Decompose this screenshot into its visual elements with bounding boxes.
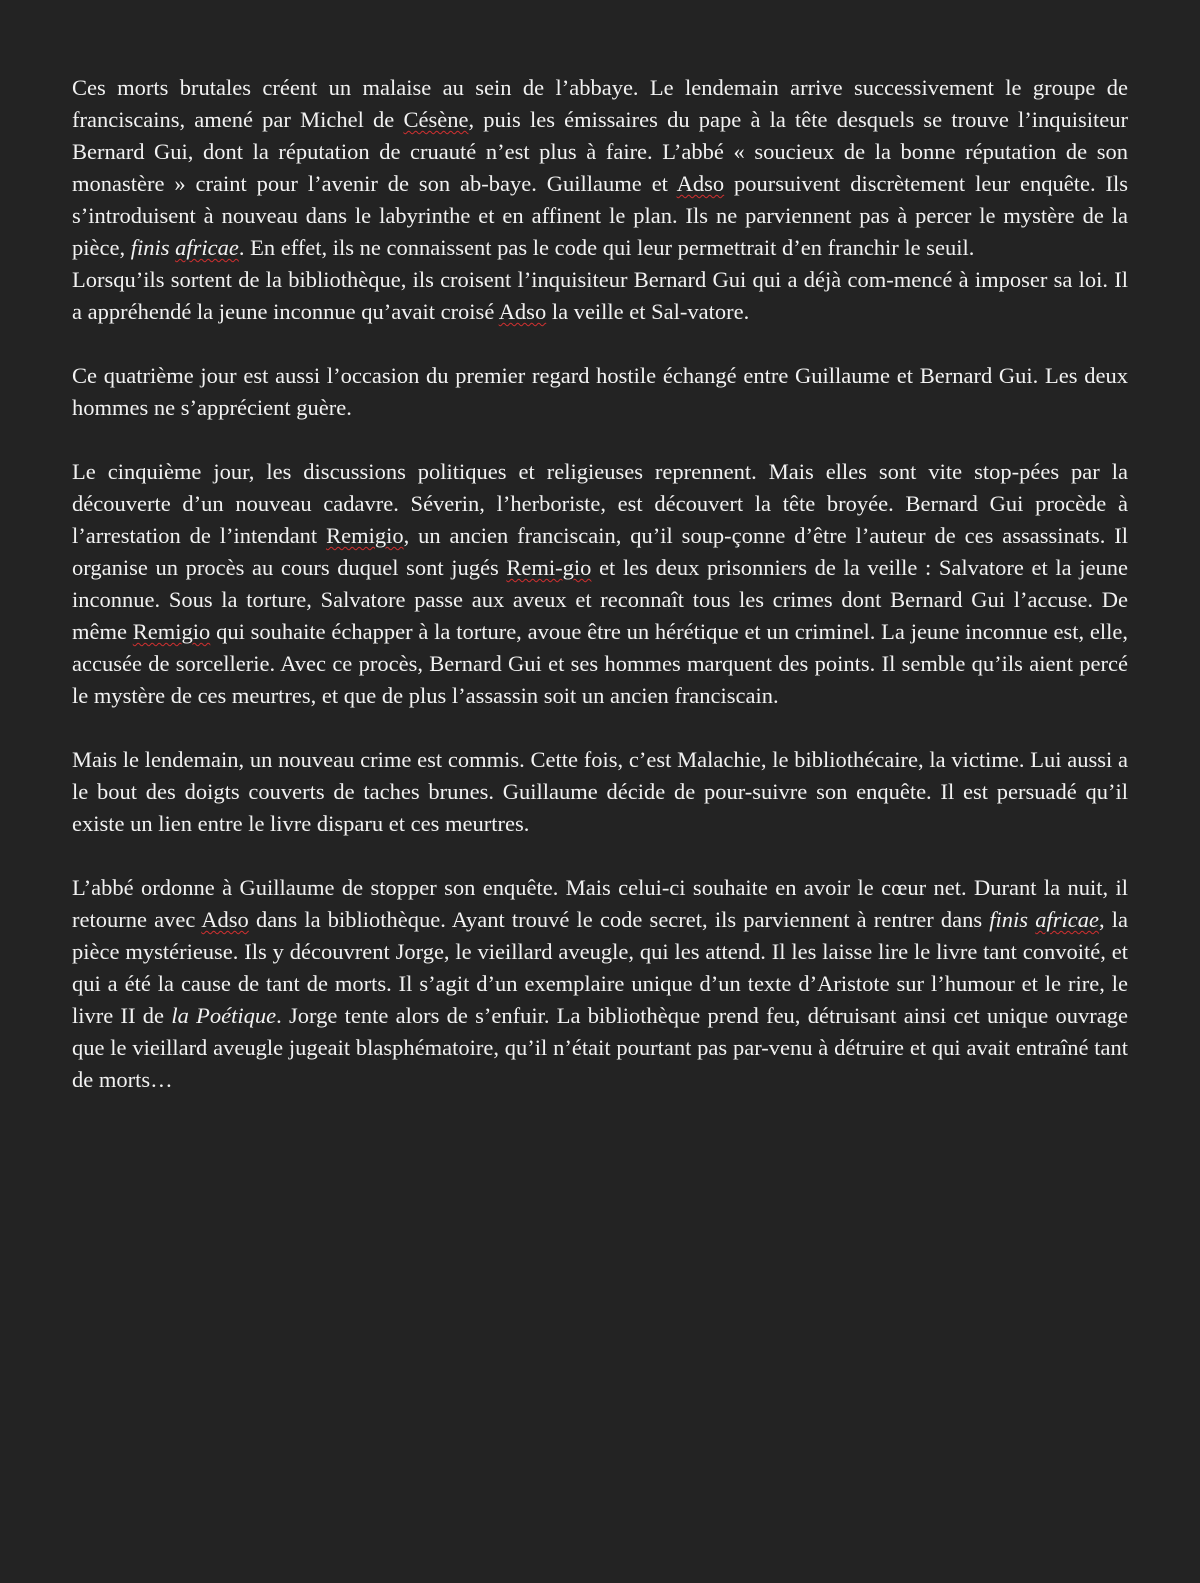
misspelled-word[interactable]: Remi-gio [506,555,592,580]
text-run: dans la bibliothèque. Ayant trouvé le code secret, ils parviennent à rentrer dans [248,907,990,932]
paragraph-4 [72,456,1128,712]
paragraph-2 [72,264,1128,328]
text-run: , la pièce mystérieuse. Ils y découvrent Jorge, le vieillard aveugle, qui les attend. Il les laisse lire le livre tant convoité, et qui a été la cause de tant de morts. Il s’agit d’un exemplaire unique d’un texte d’Aristote sur l’humour et le rire, le livre II de [72,907,1128,1028]
text-run: . Jorge tente alors de s’enfuir. La bibliothèque prend feu, détruisant ainsi cet unique ouvrage que le vieillard aveugle jugeait blasphématoire, qu’il n’était pourtant pas par-venu à détruire et qui avait entraîné tant de morts… [72,1003,1128,1092]
paragraph-spacer [72,712,1128,744]
misspelled-word[interactable]: Remigio [132,619,211,644]
paragraph-5: Mais le lendemain, un nouveau crime est commis. Cette fois, c’est Malachie, le bibliothécaire, la victime. Lui aussi a le bout des doigts couverts de taches brunes. Guillaume décide de pour-suivre son enquête. Il est persuadé qu’il existe un lien entre le livre disparu et ces meurtres. [72,747,1128,836]
text-run: , puis les émissaires du pape à la tête desquels se trouve l’inquisiteur Bernard Gui, dont la réputation de cruauté n’est plus à faire. L’abbé « soucieux de la bonne réputation de son monastère » craint pour l’avenir de son ab-baye. Guillaume et [72,107,1129,196]
paragraph-spacer [72,328,1128,360]
italic-title: la Poétique [171,1003,277,1028]
document-body[interactable] [72,72,1128,1096]
misspelled-word[interactable]: africae [1035,907,1099,932]
text-run: L’abbé ordonne à Guillaume de stopper son enquête. Mais celui-ci souhaite en avoir le cœur net. Durant la nuit, il retourne avec [72,875,1128,932]
text-run: la veille et Sal-vatore. [546,299,750,324]
text-run: Ces morts brutales créent un malaise au sein de l’abbaye. Le lendemain arrive successivement le groupe de franciscains, amené par Michel de [72,75,1128,132]
paragraph-1 [72,72,1128,264]
text-run: Le cinquième jour, les discussions politiques et religieuses reprennent. Mais elles sont vite stop-pées par la découverte d’un nouveau cadavre. Séverin, l’herboriste, est découvert la tête broyée. Bernard Gui procède à l’arrestation de l’intendant [72,459,1128,548]
text-run: poursuivent discrètement leur enquête. Ils s’introduisent à nouveau dans le labyrinthe et en affinent le plan. Ils ne parviennent pas à percer le mystère de la pièce, [72,171,1128,260]
text-run: et les deux prisonniers de la veille : Salvatore et la jeune inconnue. Sous la torture, Salvatore passe aux aveux et reconnaît tous les crimes dont Bernard Gui l’accuse. De même [72,555,1129,644]
misspelled-word[interactable]: africae [175,235,239,260]
text-run: qui souhaite échapper à la torture, avoue être un hérétique et un criminel. La jeune inconnue est, elle, accusée de sorcellerie. Avec ce procès, Bernard Gui et ses hommes marquent des points. Il semble qu’ils aient percé le mystère de ces meurtres, et que de plus l’assassin soit un ancien franciscain. [72,619,1128,708]
text-run: , un ancien franciscain, qu’il soup-çonne d’être l’auteur de ces assassinats. Il organise un procès au cours duquel sont jugés [72,523,1128,580]
misspelled-word[interactable]: Césène [403,107,469,132]
misspelled-word[interactable]: Adso [498,299,547,324]
text-run: . En effet, ils ne connaissent pas le code qui leur permettrait d’en franchir le seuil. [238,235,975,260]
paragraph-6 [72,872,1128,1096]
misspelled-word[interactable]: Remigio [326,523,404,548]
misspelled-word[interactable]: Adso [201,907,249,932]
misspelled-word[interactable]: Adso [676,171,725,196]
italic-text: finis [989,907,1029,932]
text-run: Lorsqu’ils sortent de la bibliothèque, ils croisent l’inquisiteur Bernard Gui qui a déjà com-mencé à imposer sa loi. Il a appréhendé la jeune inconnue qu’avait croisé [72,267,1128,324]
italic-text: finis [130,235,170,260]
paragraph-spacer [72,840,1128,872]
paragraph-3: Ce quatrième jour est aussi l’occasion du premier regard hostile échangé entre Guillaume et Bernard Gui. Les deux hommes ne s’apprécient guère. [72,363,1128,420]
paragraph-spacer [72,424,1128,456]
